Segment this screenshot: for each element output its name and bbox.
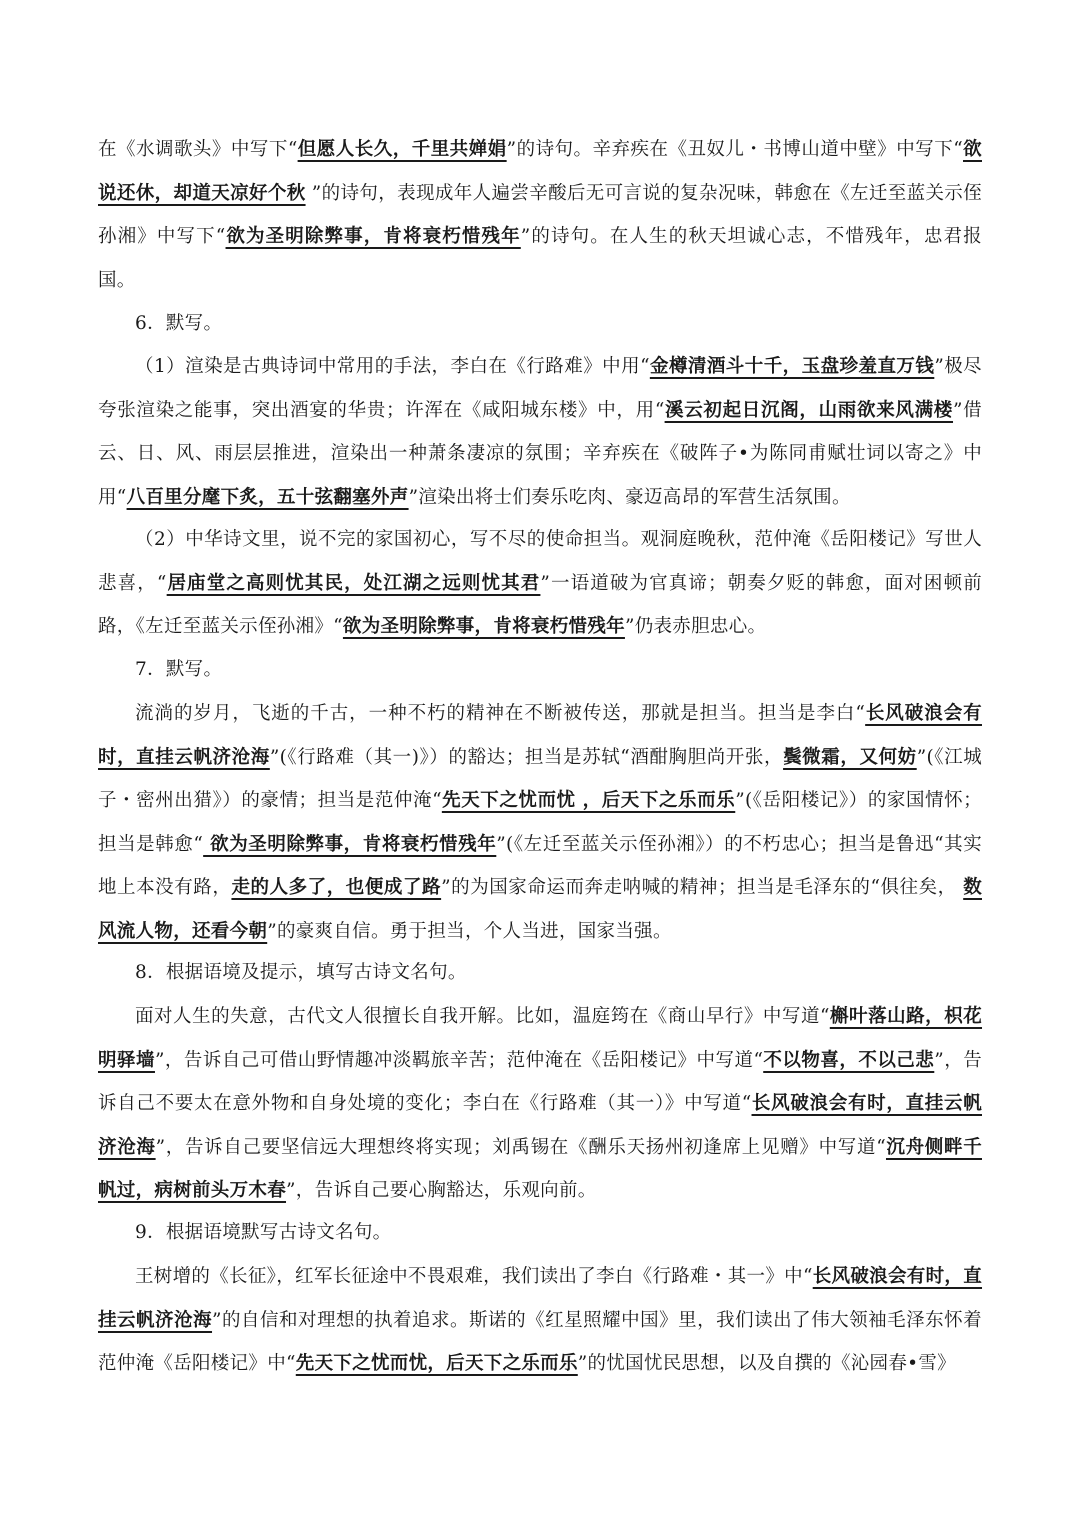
text-run: ”渲染出将士们奏乐吃肉、豪迈高昂的军营生活氛围。 [408,486,851,508]
question-6-part-1 [98,345,982,519]
answer-text: 不以物喜，不以己悲 [763,1049,935,1071]
text-run: 面对人生的失意，古代文人很擅长自我开解。比如，温庭筠在《商山早行》中写道“ [135,1006,830,1027]
answer-text: 走的人多了，也便成了路 [231,877,442,898]
answer-text: 但愿人长久，千里共婵娟 [297,139,507,160]
text-run: ”，告诉自己可借山野情趣冲淡羁旅辛苦；范仲淹在《岳阳楼记》中写道“ [154,1049,764,1071]
text-run: 6．默写。 [135,313,223,334]
question-9-passage [98,1255,982,1386]
text-run: 流淌的岁月，飞逝的千古，一种不朽的精神在不断被传送，那就是担当。担当是李白“ [135,703,866,724]
text-run: ”，告诉自己不要太在意外物和自身处境的变化；李白在《行路难（其一）》中写道“ [98,1049,983,1114]
answer-text: 鬓微霜，又何妨 [783,746,917,768]
answer-text: 长风破浪会有时，直挂云帆济沧海 [98,703,982,768]
text-run: ”(《岳阳楼记》）的家国情怀；担当是韩愈“ [98,790,982,855]
answer-text: 欲说还休，却道天凉好个秋 [98,139,982,204]
question-8-heading [98,951,982,995]
answer-text: 先天下之忧而忧 ，后天下之乐而乐 [441,790,736,811]
text-run: 9．根据语境默写古诗文名句。 [135,1222,392,1243]
text-run: 王树增的《长征》，红军长征途中不畏艰难，我们读出了李白《行路难・其一》中“ [135,1266,813,1287]
text-run: ”(《左迁至蓝关示侄孙湘》）的不朽忠心；担当是鲁迅“其实地上本没有路， [98,833,982,898]
text-run: ”(《行路难（其一)》）的豁达；担当是苏轼“酒酣胸胆尚开张， [269,746,784,768]
text-run: ”的诗句。辛弃疾在《丑奴儿・书博山道中壁》中写下“ [506,139,963,160]
text-run: 在《水调歌头》中写下“ [98,139,298,160]
question-8-passage [98,995,982,1213]
answer-text: 槲叶落山路，枳花明驿墙 [98,1006,983,1071]
text-run: ”，告诉自己要坚信远大理想终将实现；刘禹锡在《酬乐天扬州初逢席上见赠》中写道“ [155,1136,886,1158]
answer-text: 欲为圣明除弊事，肯将衰朽惜残年 [225,226,521,247]
question-9-heading [98,1211,982,1255]
answer-text: 居庙堂之高则忧其民，处江湖之远则忧其君 [166,572,541,594]
text-run: ”的为国家命运而奔走呐喊的精神；担当是毛泽东的“俱往矣， [441,877,964,898]
question-7-heading [98,648,982,692]
text-run: ”，告诉自己要心胸豁达，乐观向前。 [286,1180,597,1201]
answer-text: 数风流人物，还看今朝 [98,877,982,942]
answer-text: 先天下之忧而忧，后天下之乐而乐 [295,1353,578,1374]
text-run: ”的诗句，表现成年人遍尝辛酸后无可言说的复杂况味，韩愈在《左迁至蓝关示侄孙湘》中写下“ [98,182,982,247]
text-run: ”的诗句。在人生的秋天坦诚心志，不惜残年，忠君报国。 [98,226,982,291]
answer-text: 沉舟侧畔千帆过，病树前头万木春 [98,1136,982,1201]
text-run: ”一语道破为官真谛；朝奏夕贬的韩愈，面对困顿前路，《左迁至蓝关示侄孙湘》“ [98,572,982,637]
question-6-part-2 [98,518,982,649]
text-run: ”的豪爽自信。勇于担当，个人当进，国家当强。 [267,920,672,942]
text-run: （2）中华诗文里，说不完的家国初心，写不尽的使命担当。观洞庭晚秋，范仲淹《岳阳楼记》写世人悲喜，“ [98,529,982,594]
question-6-heading [98,302,982,346]
answer-text: 溪云初起日沉阁，山雨欲来风满楼 [664,399,954,421]
text-run: ”的忧国忧民思想，以及自撰的《沁园春•雪》 [577,1353,956,1374]
text-run: 8．根据语境及提示，填写古诗文名句。 [135,962,467,983]
text-run: ”极尽夸张渲染之能事，突出酒宴的华贵；许浑在《咸阳城东楼》中，用“ [98,356,982,421]
text-run: ”借云、日、风、雨层层推进，渲染出一种萧条凄凉的氛围；辛弃疾在《破阵子•为陈同甫赋壮词以寄之》中用“ [98,399,982,508]
answer-text: 长风破浪会有时，直挂云帆济沧海 [98,1093,982,1158]
answer-text: 金樽清酒斗十千，玉盘珍羞直万钱 [649,356,935,377]
question-7-passage [98,692,982,953]
paragraph-continuation-autumn [98,128,982,302]
text-run: ”(《江城子・密州出猎》）的豪情；担当是范仲淹“ [98,746,982,811]
answer-text: 八百里分麾下炙，五十弦翻塞外声 [126,486,409,508]
answer-text: 长风破浪会有时，直挂云帆济沧海 [98,1266,983,1331]
text-run: 7．默写。 [135,659,223,680]
text-run: ”的自信和对理想的执着追求。斯诺的《红星照耀中国》里，我们读出了伟大领袖毛泽东怀着范仲淹《岳阳楼记》中“ [98,1309,982,1374]
text-run: （1）渲染是古典诗词中常用的手法，李白在《行路难》中用“ [135,356,650,377]
answer-text: 欲为圣明除弊事，肯将衰朽惜残年 [203,833,497,855]
text-run: ”仍表赤胆忠心。 [624,616,767,637]
answer-text: 欲为圣明除弊事，肯将衰朽惜残年 [342,616,625,637]
